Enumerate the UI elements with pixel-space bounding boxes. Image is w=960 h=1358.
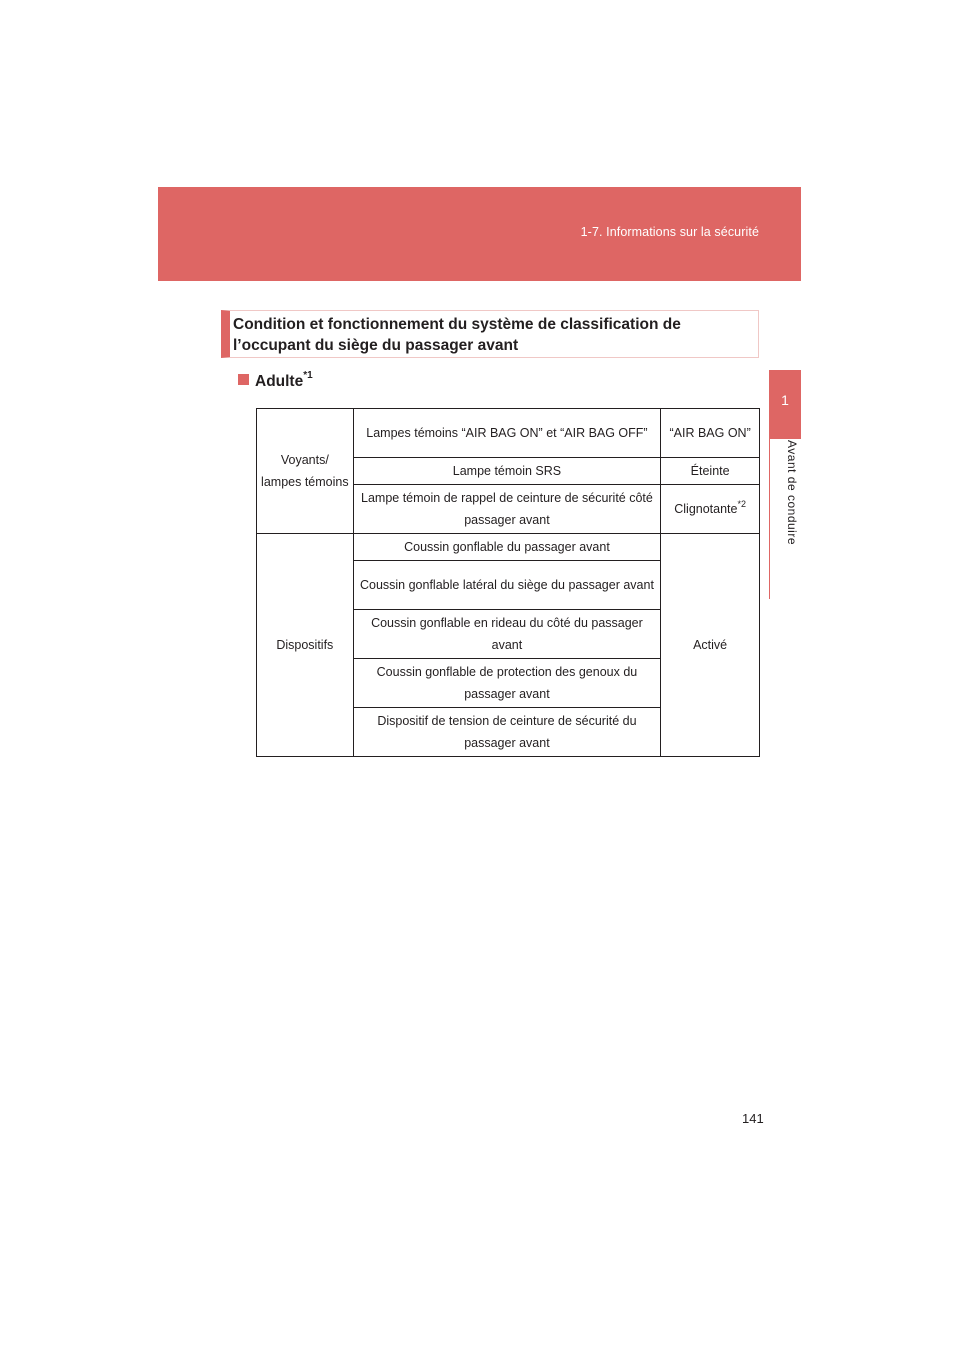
chapter-label: Avant de conduire bbox=[785, 440, 799, 546]
subsection-label: Adulte bbox=[255, 373, 304, 390]
header-band bbox=[158, 187, 801, 281]
table-row bbox=[257, 534, 760, 561]
table-row bbox=[257, 409, 760, 458]
square-bullet-icon bbox=[238, 374, 249, 385]
indicators-group-label: Voyants/ lampes témoins bbox=[257, 409, 354, 534]
device-item: Coussin gonflable latéral du siège du passager avant bbox=[353, 561, 661, 610]
device-item: Coussin gonflable du passager avant bbox=[353, 534, 661, 561]
indicator-status-cell bbox=[661, 485, 760, 534]
indicator-status: “AIR BAG ON” bbox=[661, 409, 760, 458]
device-item: Coussin gonflable de protection des genoux du passager avant bbox=[353, 659, 661, 708]
section-title-box bbox=[221, 310, 759, 358]
classification-table bbox=[256, 408, 760, 757]
section-path: 1-7. Informations sur la sécurité bbox=[580, 225, 759, 239]
indicator-item: Lampe témoin SRS bbox=[353, 458, 661, 485]
page-number: 141 bbox=[742, 1111, 764, 1126]
indicator-status: Éteinte bbox=[661, 458, 760, 485]
indicator-item: Lampes témoins “AIR BAG ON” et “AIR BAG OFF” bbox=[353, 409, 661, 458]
chapter-number: 1 bbox=[781, 392, 789, 408]
device-status: Activé bbox=[661, 534, 760, 757]
footnote-marker: *1 bbox=[303, 370, 313, 381]
devices-group-label: Dispositifs bbox=[257, 534, 354, 757]
chapter-tab bbox=[769, 370, 801, 439]
indicator-status: Clignotante bbox=[674, 502, 738, 516]
subsection-heading bbox=[238, 370, 313, 391]
section-title: Condition et fonctionnement du système de classification de l’occupant du siège du passager avant bbox=[233, 316, 681, 354]
footnote-marker: *2 bbox=[737, 499, 746, 509]
device-item: Coussin gonflable en rideau du côté du passager avant bbox=[353, 610, 661, 659]
device-item: Dispositif de tension de ceinture de sécurité du passager avant bbox=[353, 708, 661, 757]
indicator-item: Lampe témoin de rappel de ceinture de sécurité côté passager avant bbox=[353, 485, 661, 534]
chapter-tab-divider bbox=[769, 439, 770, 599]
